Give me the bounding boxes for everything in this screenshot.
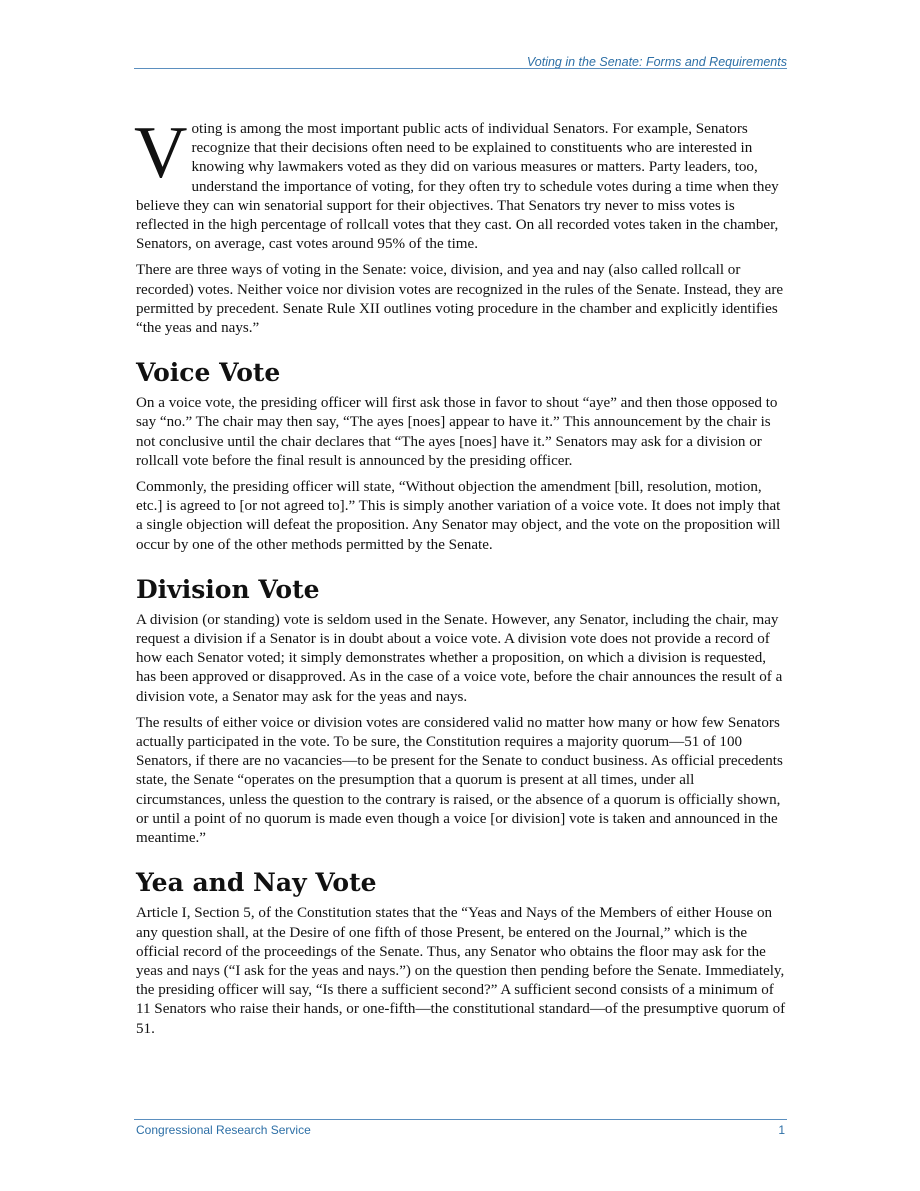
- voice-vote-paragraph-1: On a voice vote, the presiding officer will first ask those in favor to shout “aye” and then those opposed to say “no.” The chair may then say, “The ayes [noes] appear to have it.” This announcement by the chair is not conclusive until the chair declares that “The ayes [noes] have it.” Senators may ask for a division or rollcall vote before the final result is announced by the presiding officer.: [136, 395, 778, 469]
- drop-cap: V: [134, 112, 188, 194]
- division-vote-paragraph-1: A division (or standing) vote is seldom used in the Senate. However, any Senator, including the chair, may request a division if a Senator is in doubt about a voice vote. A division vote does not provide a record of how each Senator voted; it simply demonstrates whether a proposition, on which a division is requested, has been approved or disapproved. As in the case of a voice vote, before the chair announces the result of a division vote, a Senator may ask for the yeas and nays.: [136, 611, 783, 705]
- footer-rule: [134, 1119, 787, 1120]
- footer-publisher: Congressional Research Service: [136, 1123, 311, 1137]
- running-header: Voting in the Senate: Forms and Requirements: [526, 55, 787, 69]
- yea-nay-vote-heading: Yea and Nay Vote: [136, 868, 377, 898]
- intro-paragraph-2: There are three ways of voting in the Senate: voice, division, and yea and nay (also called rollcall or recorded) votes. Neither voice nor division votes are recognized in the rules of the Senate. Instead, they are permitted by precedent. Senate Rule XII outlines voting procedure in the chamber and explicitly identifies “the yeas and nays.”: [136, 262, 784, 337]
- header-rule: [134, 68, 787, 69]
- voice-vote-heading: Voice Vote: [136, 358, 281, 388]
- division-vote-paragraph-2: The results of either voice or division votes are considered valid no matter how many or how few Senators actually participated in the vote. To be sure, the Constitution requires a majority quorum—51 of 100 Senators, if there are no vacancies—to be present for the Senate to conduct business. As official precedents state, the Senate “operates on the presumption that a quorum is present at all times, under all circumstances, unless the question to the contrary is raised, or the absence of a quorum is officially shown, or until a point of no quorum is made even though a voice [or division] vote is taken and announced in the meantime.”: [136, 714, 783, 847]
- voice-vote-paragraph-2: Commonly, the presiding officer will state, “Without objection the amendment [bill, resolution, motion, etc.] is agreed to [or not agreed to].” This is simply another variation of a voice vote. It does not imply that a single objection will defeat the proposition. Any Senator may object, and the vote on the proposition will occur by one of the other methods permitted by the Senate.: [136, 479, 781, 553]
- page-number: 1: [778, 1123, 785, 1137]
- document-body: [134, 112, 786, 1046]
- intro-paragraph-1: [134, 112, 786, 254]
- intro-paragraph-1-text: oting is among the most important public acts of individual Senators. For example, Senators recognize that their decisions often need to be explained to constituents who are interested in knowing why lawmakers voted as they did on various measures or matters. Party leaders, too, understand the importance of voting, for they often try to schedule votes during a time when they believe they can win senatorial support for their objectives. That Senators try never to miss votes is reflected in the high percentage of rollcall votes that they cast. On all recorded votes taken in the chamber, Senators, on average, cast votes around 95% of the time.: [136, 121, 779, 253]
- division-vote-heading: Division Vote: [136, 574, 320, 604]
- yea-nay-vote-paragraph-1: Article I, Section 5, of the Constitution states that the “Yeas and Nays of the Members of either House on any question shall, at the Desire of one fifth of those Present, be entered on the Journal,” which is the official record of the proceedings of the Senate. Thus, any Senator who obtains the floor may ask for the yeas and nays (“I ask for the yeas and nays.”) on the question then pending before the Senate. Immediately, the presiding officer will say, “Is there a sufficient second?” A sufficient second consists of a minimum of 11 Senators who raise their hands, or one-fifth—the constitutional standard—of the presumptive quorum of 51.: [136, 905, 786, 1037]
